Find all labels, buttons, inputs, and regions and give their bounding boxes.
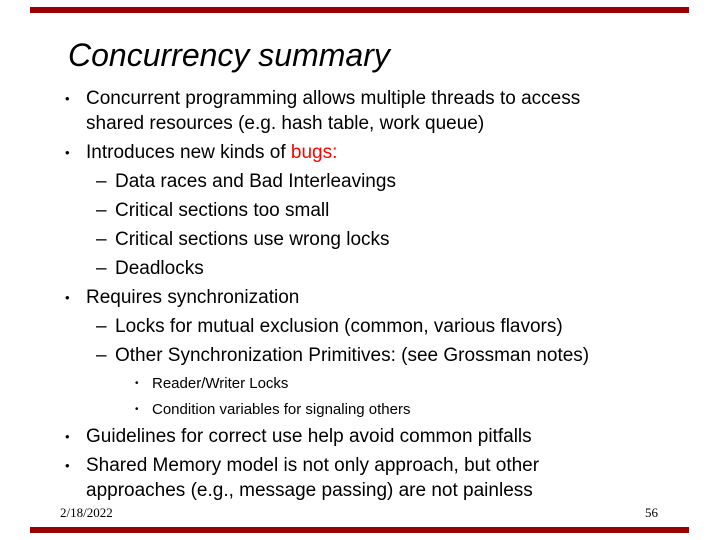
dash-marker-icon: – [96,200,107,221]
text-segment: approaches (e.g., message passing) are not painless [86,480,533,501]
slide-number: 56 [645,505,658,520]
bullet-text-line [86,424,653,449]
bullet-item-level-3 [63,399,653,420]
bullet-text-line [86,453,653,478]
dash-marker-icon: – [96,229,107,250]
text-segment: Shared Memory model is not only approach, but other [86,455,540,476]
bullet-marker-icon: • [65,458,70,473]
bullet-text-line [115,227,653,252]
bullet-item-level-2 [63,198,653,223]
bullet-item-level-2 [63,256,653,281]
text-segment: Condition variables for signaling others [152,401,411,418]
bullet-text-line [115,314,653,339]
dash-marker-icon: – [96,258,107,279]
text-segment: Reader/Writer Locks [152,375,289,392]
bullet-item-level-2 [63,343,653,368]
bullet-text-line [86,478,653,503]
text-segment: shared resources (e.g. hash table, work queue) [86,113,485,134]
bullet-item-level-1 [63,424,653,449]
text-segment: Requires synchronization [86,287,300,308]
bullet-item-level-3 [63,373,653,394]
bullet-item-level-1 [63,285,653,310]
bullet-text-line [115,343,653,368]
bullet-text-line [86,285,653,310]
dash-marker-icon: – [96,171,107,192]
text-segment: Deadlocks [115,258,204,279]
bullet-marker-icon: • [65,290,70,305]
bullet-text-line [115,256,653,281]
dash-marker-icon: – [96,316,107,337]
bullet-marker-icon: • [65,91,70,106]
bullet-text-line [86,140,653,165]
highlighted-text: bugs: [290,142,338,163]
bullet-item-level-1 [63,140,653,165]
footer-date: 2/18/2022 [60,505,113,520]
text-segment: Locks for mutual exclusion (common, various flavors) [115,316,563,337]
top-accent-bar [30,7,689,13]
bullet-item-level-2 [63,314,653,339]
bullet-item-level-1 [63,86,653,136]
text-segment: Data races and Bad Interleavings [115,171,396,192]
text-segment: Critical sections use wrong locks [115,229,390,250]
bullet-marker-icon: • [65,429,70,444]
bullet-text-line [115,198,653,223]
bullet-marker-icon: • [135,404,139,415]
bullet-marker-icon: • [65,145,70,160]
bullet-text-line [152,373,653,394]
bullet-text-line [86,111,653,136]
text-segment: Critical sections too small [115,200,330,221]
text-segment: Concurrent programming allows multiple threads to access [86,88,581,109]
dash-marker-icon: – [96,345,107,366]
bullet-text-line [86,86,653,111]
bullet-text-line [115,169,653,194]
bullet-item-level-1 [63,453,653,503]
bottom-accent-bar [30,527,689,533]
bullet-item-level-2 [63,227,653,252]
bullet-item-level-2 [63,169,653,194]
text-segment: Introduces new kinds of [86,142,291,163]
text-segment: Guidelines for correct use help avoid common pitfalls [86,426,532,447]
bullet-marker-icon: • [135,378,139,389]
bullet-text-line [152,399,653,420]
bullet-list [63,84,653,503]
text-segment: Other Synchronization Primitives: (see Grossman notes) [115,345,590,366]
page-title: Concurrency summary [68,37,390,73]
